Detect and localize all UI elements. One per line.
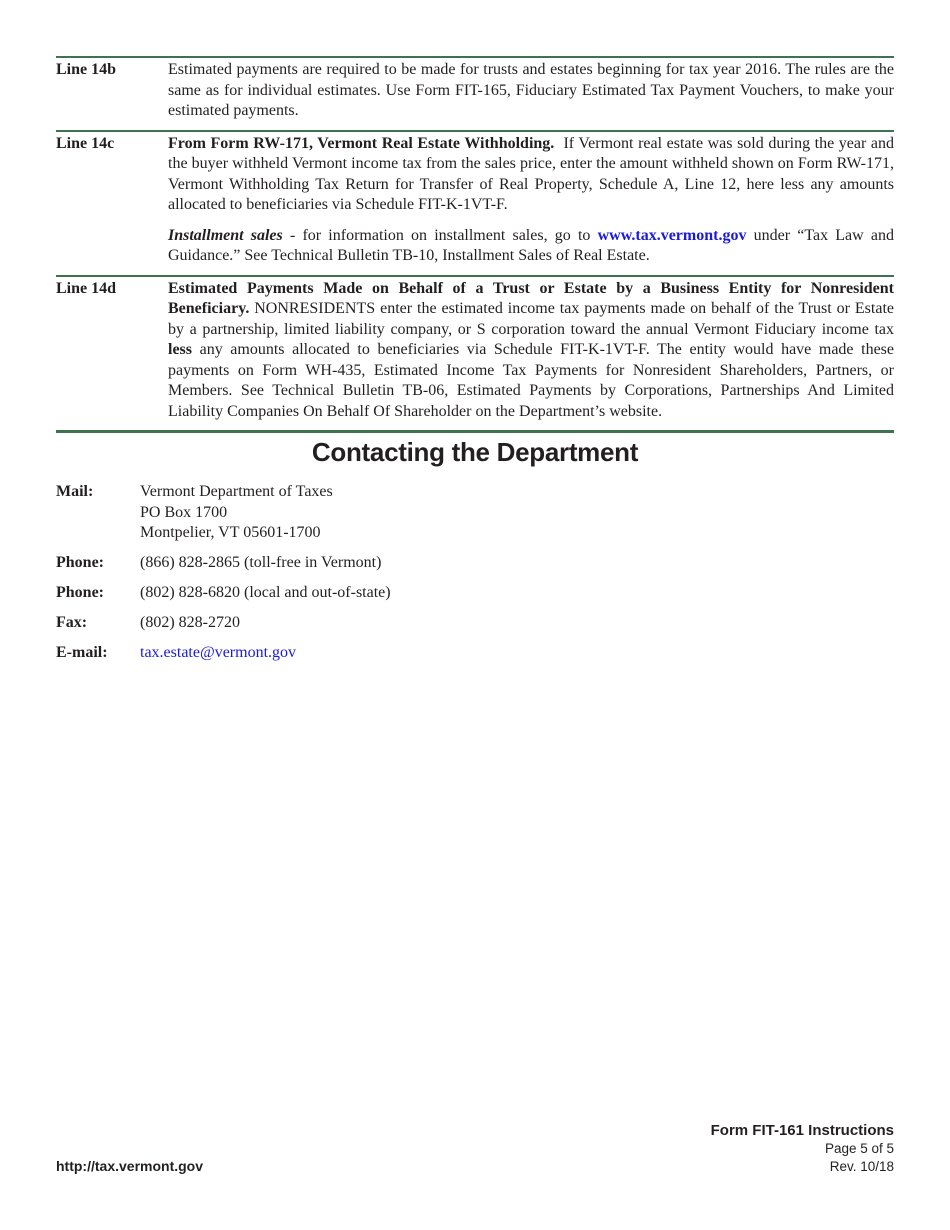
footer-page-number: Page 5 of 5: [824, 1141, 894, 1156]
line-14b-label: Line 14b: [56, 61, 117, 78]
section-divider: [56, 430, 894, 433]
footer-revision: Rev. 10/18: [829, 1159, 894, 1174]
phone-label-2: Phone:: [56, 584, 104, 601]
line-14d-text-pre: NONRESIDENTS enter the estimated income tax payments made on behalf of the Trust or Estate by a partnership, limited liability company, or S corporation toward the annual Vermont Fiduciary income tax: [168, 300, 894, 338]
line-14b-text: Estimated payments are required to be made for trusts and estates beginning for tax year 2016. The rules are the same as for individual estimates. Use Form FIT-165, Fiduciary Estimated Tax Payment Vouchers, to make your estimated payments.: [168, 61, 894, 119]
contact-fax-row: [56, 613, 894, 634]
mail-line-3: Montpelier, VT 05601-1700: [140, 524, 321, 541]
email-link[interactable]: tax.estate@vermont.gov: [140, 644, 297, 661]
fax-value: (802) 828-2720: [140, 614, 240, 631]
line-14b-body: [168, 58, 894, 130]
installment-sales-pre: - for information on installment sales, go to: [282, 226, 598, 244]
line-14d-heading: Estimated Payments Made on Behalf of a Trust or Estate by a Business Entity for Nonresident Beneficiary.: [168, 279, 894, 317]
contact-phone-row-1: [56, 553, 894, 574]
contact-mail-row: [56, 482, 894, 544]
instructions-page: [56, 56, 894, 673]
tax-website-link[interactable]: www.tax.vermont.gov: [597, 226, 747, 244]
line-14c-heading: From Form RW-171, Vermont Real Estate Withholding.: [168, 134, 555, 152]
installment-sales-note: [168, 226, 894, 267]
email-label: E-mail:: [56, 644, 108, 661]
contact-section-title: Contacting the Department: [311, 437, 639, 467]
mail-line-1: Vermont Department of Taxes: [140, 483, 333, 500]
line-14c-label: Line 14c: [56, 134, 115, 152]
line-14d-text-post: any amounts allocated to beneficiaries via Schedule FIT-K-1VT-F. The entity would have made these payments on Form WH-435, Estimated Income Tax Payments for Nonresident Shareholders, Partners, or Members. See Technical Bulletin TB-06, Estimated Payments by Corporations, Partnerships And Limited Liability Companies On Behalf Of Shareholder on the Department’s website.: [168, 341, 894, 420]
line-14d-paragraph: [168, 279, 894, 423]
mail-line-2: PO Box 1700: [140, 503, 228, 521]
mail-label: Mail:: [56, 483, 94, 500]
line-14d-label: Line 14d: [56, 279, 117, 297]
contact-email-row: [56, 643, 894, 664]
footer-form-name: Form FIT-161 Instructions: [710, 1122, 894, 1139]
installment-sales-heading: Installment sales: [168, 226, 283, 244]
installment-sales-post: under “Tax Law and Guidance.” See Technical Bulletin TB-10, Installment Sales of Real Estate.: [168, 226, 895, 264]
phone-label-1: Phone:: [56, 554, 104, 571]
line-14c-text: If Vermont real estate was sold during the year and the buyer withheld Vermont income tax from the sales price, enter the amount withheld shown on Form RW-171, Vermont Withholding Tax Return for Transfer of Real Property, Schedule A, Line 12, here less any amounts allocated to beneficiaries via Schedule FIT-K-1VT-F.: [168, 134, 895, 213]
line-14c-body: [168, 132, 894, 275]
fax-label: Fax:: [56, 614, 88, 631]
line-14d-body: [168, 277, 894, 431]
phone-value-2: (802) 828-6820 (local and out-of-state): [140, 584, 391, 601]
line-14c-paragraph: [168, 134, 894, 216]
footer-form-info: [711, 1121, 894, 1176]
line-14c-section: [56, 130, 894, 275]
phone-value-1: (866) 828-2865 (toll-free in Vermont): [140, 554, 382, 571]
footer-website[interactable]: http://tax.vermont.gov: [56, 1158, 204, 1174]
contact-phone-row-2: [56, 583, 894, 604]
line-14b-section: [56, 56, 894, 130]
line-14d-text-bold: less: [168, 341, 192, 358]
mail-address: [140, 482, 333, 544]
line-14d-section: [56, 275, 894, 431]
